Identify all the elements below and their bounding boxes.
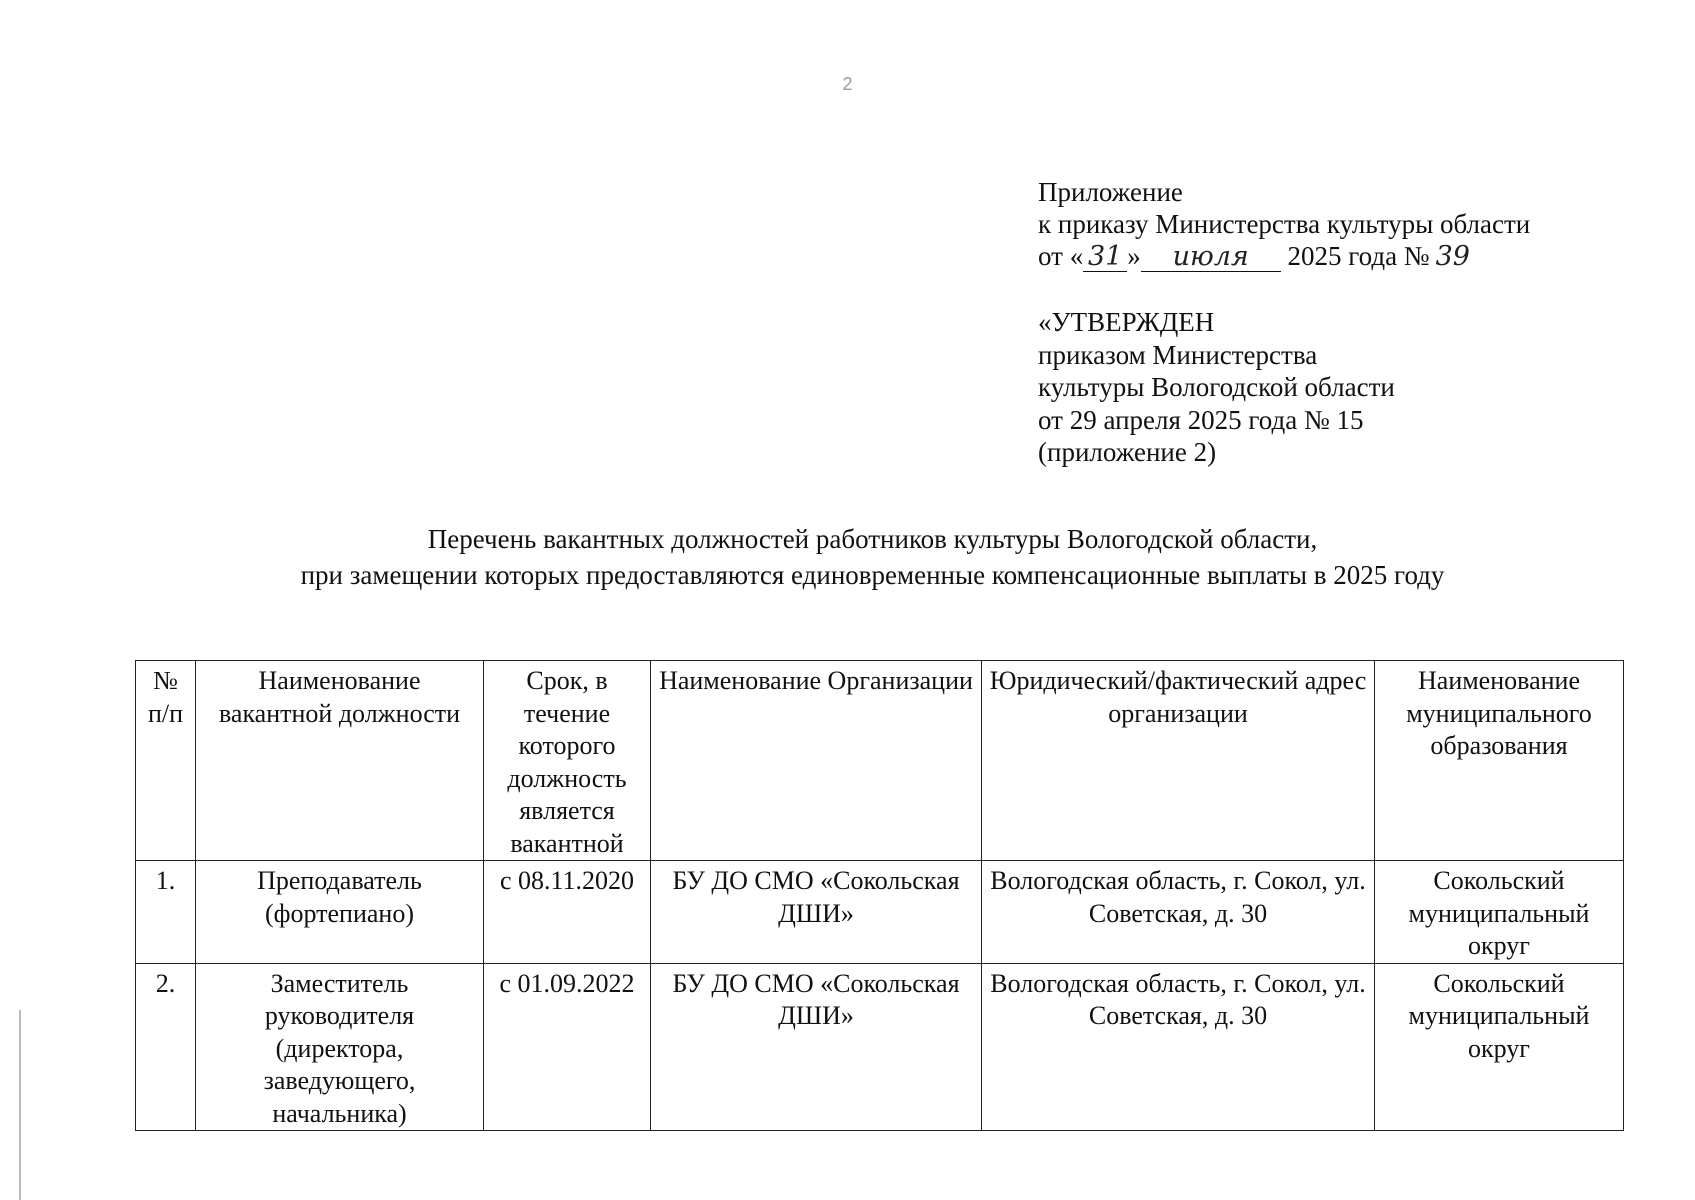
handwritten-month: июля: [1141, 243, 1281, 272]
header-period: Срок, в течение которого должность является вакантной: [484, 661, 651, 861]
appendix-order-ref: к приказу Министерства культуры области: [1038, 209, 1531, 239]
approved-block: [1038, 306, 1395, 469]
approved-line: от 29 апреля 2025 года № 15: [1038, 404, 1364, 435]
date-mid: »: [1127, 241, 1141, 271]
cell-organization: БУ ДО СМО «Сокольская ДШИ»: [651, 861, 982, 964]
handwritten-day: 31: [1083, 243, 1127, 272]
approved-line: (приложение 2): [1038, 437, 1217, 467]
cell-position: Заместитель руководителя (директора, заведующего, начальника): [196, 963, 484, 1131]
table-row: [136, 861, 1624, 964]
page-number: 2: [842, 74, 853, 94]
header-position: Наименование вакантной должности: [196, 661, 484, 861]
cell-address: Вологодская область, г. Сокол, ул. Советская, д. 30: [982, 963, 1375, 1131]
vacancies-table: [135, 660, 1624, 1131]
header-municipality: Наименование муниципального образования: [1375, 661, 1624, 861]
cell-municipality: Сокольский муниципальный округ: [1375, 963, 1624, 1131]
header-address: Юридический/фактический адрес организации: [982, 661, 1375, 861]
approved-line: «УТВЕРЖДЕН: [1038, 307, 1215, 337]
title-line-2: при замещении которых предоставляются единовременные компенсационные выплаты в 2025 году: [300, 560, 1445, 590]
cell-organization: БУ ДО СМО «Сокольская ДШИ»: [651, 963, 982, 1131]
cell-address: Вологодская область, г. Сокол, ул. Советская, д. 30: [982, 861, 1375, 964]
cell-position: Преподаватель (фортепиано): [196, 861, 484, 964]
handwritten-order-number: 39: [1435, 241, 1470, 272]
header-organization: Наименование Организации: [651, 661, 982, 861]
approved-line: приказом Министерства: [1038, 339, 1318, 370]
cell-period: с 08.11.2020: [484, 861, 651, 964]
document-title: [0, 521, 1695, 593]
date-prefix: от «: [1038, 241, 1084, 271]
cell-period: с 01.09.2022: [484, 963, 651, 1131]
table-header-row: [136, 661, 1624, 861]
appendix-title: Приложение: [1038, 177, 1183, 207]
cell-number: 2.: [136, 963, 196, 1131]
cell-municipality: Сокольский муниципальный округ: [1375, 861, 1624, 964]
appendix-block: [1038, 176, 1530, 272]
appendix-date-line: [1038, 240, 1530, 272]
date-year: 2025 года №: [1287, 241, 1430, 271]
header-number: № п/п: [136, 661, 196, 861]
cell-number: 1.: [136, 861, 196, 964]
scan-edge-mark: [19, 1010, 21, 1200]
table-row: [136, 963, 1624, 1131]
title-line-1: Перечень вакантных должностей работников культуры Вологодской области,: [427, 524, 1318, 554]
approved-line: культуры Вологодской области: [1038, 372, 1395, 402]
